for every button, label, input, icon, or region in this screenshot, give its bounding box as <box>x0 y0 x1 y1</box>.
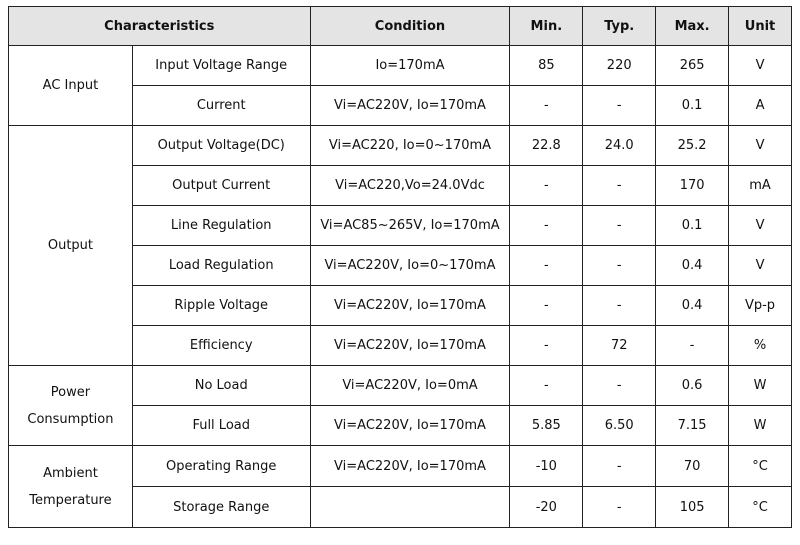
condition-cell: Vi=AC220V, Io=0~170mA <box>310 246 510 286</box>
condition-cell: Vi=AC220V, Io=170mA <box>310 406 510 446</box>
param-cell: Ripple Voltage <box>132 286 310 326</box>
param-cell: Output Current <box>132 166 310 206</box>
condition-cell: Vi=AC85~265V, Io=170mA <box>310 206 510 246</box>
unit-cell: V <box>729 246 792 286</box>
group-label-line-1: Power <box>50 384 91 400</box>
unit-cell: V <box>729 206 792 246</box>
header-min: Min. <box>510 7 583 46</box>
max-cell: 0.1 <box>656 206 729 246</box>
group-power-consumption <box>9 366 133 446</box>
typ-cell: - <box>583 446 656 487</box>
min-cell: 5.85 <box>510 406 583 446</box>
max-cell: 170 <box>656 166 729 206</box>
typ-cell: 72 <box>583 326 656 366</box>
condition-cell: Vi=AC220V, Io=170mA <box>310 286 510 326</box>
unit-cell: Vp-p <box>729 286 792 326</box>
table-row <box>9 46 792 86</box>
max-cell: - <box>656 326 729 366</box>
typ-cell: - <box>583 166 656 206</box>
typ-cell: - <box>583 487 656 528</box>
group-label: Output <box>47 238 94 253</box>
group-label-line-1: Ambient <box>43 465 98 481</box>
min-cell: - <box>510 246 583 286</box>
typ-cell: 220 <box>583 46 656 86</box>
max-cell: 0.4 <box>656 286 729 326</box>
max-cell: 105 <box>656 487 729 528</box>
table-row <box>9 126 792 166</box>
group-label-line-2: Temperature <box>29 492 112 508</box>
max-cell: 0.1 <box>656 86 729 126</box>
typ-cell: 24.0 <box>583 126 656 166</box>
typ-cell: - <box>583 206 656 246</box>
min-cell: 22.8 <box>510 126 583 166</box>
header-unit: Unit <box>729 7 792 46</box>
min-cell: - <box>510 206 583 246</box>
param-cell: Line Regulation <box>132 206 310 246</box>
min-cell: - <box>510 286 583 326</box>
header-typ: Typ. <box>583 7 656 46</box>
param-cell: Efficiency <box>132 326 310 366</box>
typ-cell: - <box>583 286 656 326</box>
typ-cell: - <box>583 246 656 286</box>
unit-cell: mA <box>729 166 792 206</box>
unit-cell: V <box>729 46 792 86</box>
group-label: AC Input <box>42 78 99 93</box>
max-cell: 7.15 <box>656 406 729 446</box>
param-cell: Input Voltage Range <box>132 46 310 86</box>
condition-cell: Vi=AC220, Io=0~170mA <box>310 126 510 166</box>
condition-cell: Vi=AC220V, Io=0mA <box>310 366 510 406</box>
table-row <box>9 366 792 406</box>
min-cell: - <box>510 326 583 366</box>
typ-cell: 6.50 <box>583 406 656 446</box>
unit-cell: % <box>729 326 792 366</box>
max-cell: 0.6 <box>656 366 729 406</box>
header-row <box>9 7 792 46</box>
spec-table <box>8 6 792 528</box>
condition-cell: Vi=AC220V, Io=170mA <box>310 86 510 126</box>
max-cell: 0.4 <box>656 246 729 286</box>
min-cell: - <box>510 166 583 206</box>
unit-cell: V <box>729 126 792 166</box>
unit-cell: °C <box>729 446 792 487</box>
unit-cell: W <box>729 366 792 406</box>
group-label-line-2: Consumption <box>27 411 114 427</box>
group-ambient-temperature <box>9 446 133 528</box>
max-cell: 25.2 <box>656 126 729 166</box>
min-cell: - <box>510 86 583 126</box>
param-cell: Output Voltage(DC) <box>132 126 310 166</box>
typ-cell: - <box>583 366 656 406</box>
param-cell: Current <box>132 86 310 126</box>
condition-cell: Io=170mA <box>310 46 510 86</box>
min-cell: -10 <box>510 446 583 487</box>
param-cell: Operating Range <box>132 446 310 487</box>
unit-cell: W <box>729 406 792 446</box>
param-cell: Storage Range <box>132 487 310 528</box>
min-cell: -20 <box>510 487 583 528</box>
max-cell: 265 <box>656 46 729 86</box>
min-cell: - <box>510 366 583 406</box>
condition-cell: Vi=AC220V, Io=170mA <box>310 326 510 366</box>
typ-cell: - <box>583 86 656 126</box>
header-max: Max. <box>656 7 729 46</box>
condition-cell: Vi=AC220,Vo=24.0Vdc <box>310 166 510 206</box>
param-cell: Load Regulation <box>132 246 310 286</box>
condition-cell: Vi=AC220V, Io=170mA <box>310 446 510 487</box>
max-cell: 70 <box>656 446 729 487</box>
unit-cell: °C <box>729 487 792 528</box>
group-output <box>9 126 133 366</box>
header-condition: Condition <box>310 7 510 46</box>
table-row <box>9 446 792 487</box>
param-cell: No Load <box>132 366 310 406</box>
group-ac-input <box>9 46 133 126</box>
unit-cell: A <box>729 86 792 126</box>
param-cell: Full Load <box>132 406 310 446</box>
header-characteristics: Characteristics <box>9 7 311 46</box>
condition-cell <box>310 487 510 528</box>
min-cell: 85 <box>510 46 583 86</box>
